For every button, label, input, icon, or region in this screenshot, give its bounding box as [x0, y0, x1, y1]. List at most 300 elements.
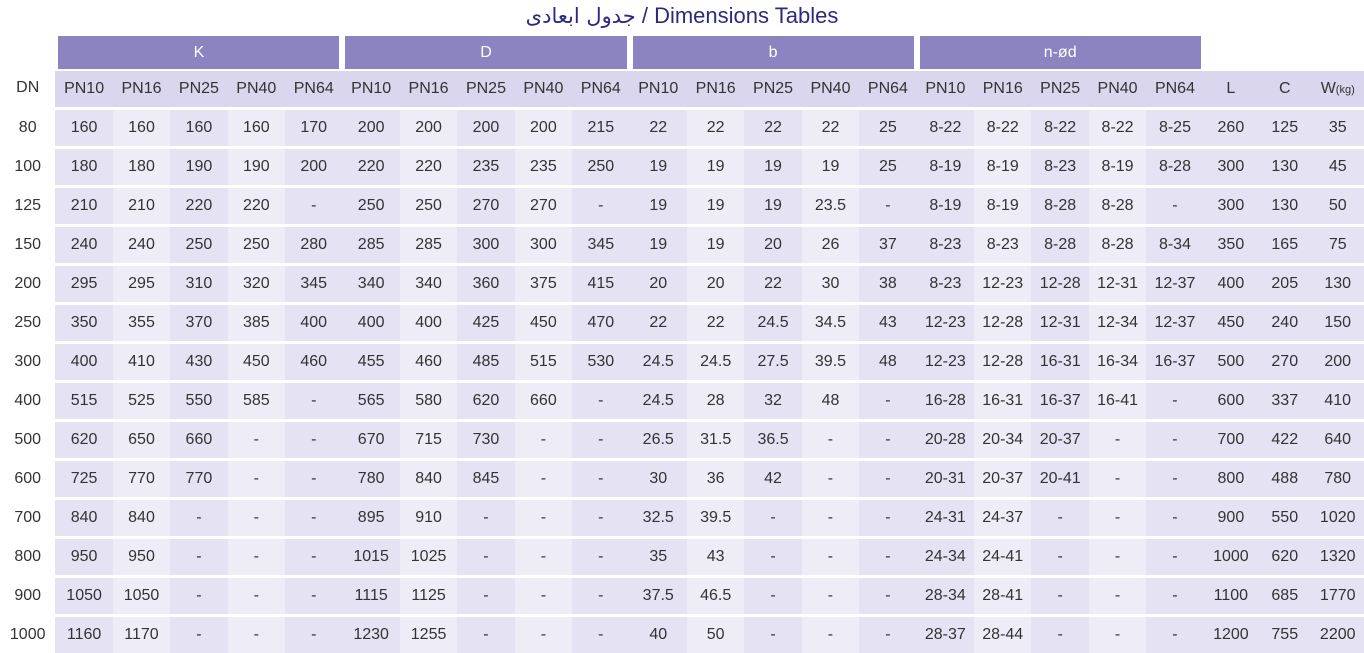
cell-d-pn64: 415 — [572, 263, 629, 302]
cell-b-pn25: 42 — [744, 458, 801, 497]
cell-b-pn10: 22 — [630, 107, 687, 146]
cell-b-pn16: 28 — [687, 380, 744, 419]
cell-k-pn64: - — [285, 614, 342, 653]
group-header-b: b — [630, 36, 917, 69]
table-row — [0, 536, 1364, 575]
cell-k-pn64: - — [285, 458, 342, 497]
cell-d-pn16: 1025 — [400, 536, 457, 575]
cell-k-pn40: 585 — [228, 380, 285, 419]
cell-k-pn16: 525 — [113, 380, 170, 419]
cell-b-pn25: 20 — [744, 224, 801, 263]
cell-l: 1200 — [1204, 614, 1258, 653]
cell-k-pn64: 170 — [285, 107, 342, 146]
cell-n-pn25: - — [1031, 575, 1088, 614]
title-english: Dimensions Tables — [654, 3, 839, 28]
cell-b-pn40: 19 — [802, 146, 859, 185]
cell-d-pn10: 250 — [342, 185, 399, 224]
cell-b-pn25: 36.5 — [744, 419, 801, 458]
cell-d-pn10: 670 — [342, 419, 399, 458]
cell-b-pn25: 32 — [744, 380, 801, 419]
cell-k-pn25: 190 — [170, 146, 227, 185]
cell-b-pn64: 48 — [859, 341, 916, 380]
table-row — [0, 263, 1364, 302]
cell-c: 125 — [1258, 107, 1311, 146]
cell-b-pn10: 24.5 — [630, 341, 687, 380]
table-body — [0, 107, 1364, 653]
table-row — [0, 185, 1364, 224]
cell-dn: 80 — [0, 107, 55, 146]
cell-b-pn64: - — [859, 536, 916, 575]
cell-k-pn25: 550 — [170, 380, 227, 419]
cell-d-pn10: 565 — [342, 380, 399, 419]
cell-k-pn16: 180 — [113, 146, 170, 185]
header-k-pn16: PN16 — [113, 69, 170, 107]
cell-d-pn16: 910 — [400, 497, 457, 536]
cell-b-pn16: 24.5 — [687, 341, 744, 380]
cell-k-pn10: 400 — [55, 341, 112, 380]
cell-d-pn25: 235 — [457, 146, 514, 185]
cell-n-pn64: 8-34 — [1146, 224, 1203, 263]
cell-k-pn25: 160 — [170, 107, 227, 146]
cell-b-pn64: - — [859, 185, 916, 224]
cell-n-pn16: 28-41 — [974, 575, 1031, 614]
cell-n-pn10: 12-23 — [917, 341, 974, 380]
cell-dn: 125 — [0, 185, 55, 224]
cell-b-pn10: 20 — [630, 263, 687, 302]
cell-c: 130 — [1258, 146, 1311, 185]
cell-k-pn40: 160 — [228, 107, 285, 146]
cell-w: 50 — [1311, 185, 1364, 224]
cell-d-pn40: 375 — [515, 263, 572, 302]
cell-b-pn40: 26 — [802, 224, 859, 263]
title-separator: / — [635, 3, 655, 28]
cell-k-pn16: 950 — [113, 536, 170, 575]
cell-k-pn40: 320 — [228, 263, 285, 302]
cell-b-pn25: - — [744, 614, 801, 653]
cell-d-pn10: 220 — [342, 146, 399, 185]
cell-d-pn16: 200 — [400, 107, 457, 146]
cell-k-pn25: 250 — [170, 224, 227, 263]
cell-d-pn40: 200 — [515, 107, 572, 146]
table-row — [0, 107, 1364, 146]
cell-c: 205 — [1258, 263, 1311, 302]
cell-n-pn10: 28-37 — [917, 614, 974, 653]
cell-k-pn16: 1050 — [113, 575, 170, 614]
cell-n-pn40: 12-34 — [1089, 302, 1146, 341]
cell-d-pn64: 345 — [572, 224, 629, 263]
cell-k-pn10: 515 — [55, 380, 112, 419]
cell-dn: 200 — [0, 263, 55, 302]
cell-l: 300 — [1204, 185, 1258, 224]
cell-k-pn25: - — [170, 575, 227, 614]
cell-l: 900 — [1204, 497, 1258, 536]
cell-n-pn10: 8-23 — [917, 263, 974, 302]
cell-d-pn25: 620 — [457, 380, 514, 419]
cell-n-pn16: 12-28 — [974, 341, 1031, 380]
cell-n-pn40: 8-22 — [1089, 107, 1146, 146]
cell-k-pn25: - — [170, 536, 227, 575]
cell-k-pn16: 355 — [113, 302, 170, 341]
cell-d-pn16: 580 — [400, 380, 457, 419]
cell-w: 1320 — [1311, 536, 1364, 575]
cell-n-pn64: 12-37 — [1146, 302, 1203, 341]
cell-w: 150 — [1311, 302, 1364, 341]
cell-d-pn64: - — [572, 497, 629, 536]
header-w-label: W — [1320, 80, 1336, 97]
cell-n-pn40: - — [1089, 614, 1146, 653]
cell-d-pn16: 460 — [400, 341, 457, 380]
cell-n-pn64: 8-28 — [1146, 146, 1203, 185]
cell-b-pn10: 37.5 — [630, 575, 687, 614]
cell-k-pn10: 240 — [55, 224, 112, 263]
cell-k-pn16: 295 — [113, 263, 170, 302]
cell-d-pn25: - — [457, 497, 514, 536]
cell-b-pn40: - — [802, 458, 859, 497]
cell-dn: 100 — [0, 146, 55, 185]
cell-b-pn16: 19 — [687, 185, 744, 224]
cell-l: 400 — [1204, 263, 1258, 302]
table-row — [0, 497, 1364, 536]
cell-c: 755 — [1258, 614, 1311, 653]
cell-n-pn40: 8-19 — [1089, 146, 1146, 185]
header-dn: DN — [0, 69, 55, 107]
cell-d-pn64: - — [572, 614, 629, 653]
header-n-pn40: PN40 — [1089, 69, 1146, 107]
cell-b-pn16: 43 — [687, 536, 744, 575]
cell-k-pn40: 450 — [228, 341, 285, 380]
table-row — [0, 302, 1364, 341]
cell-b-pn16: 50 — [687, 614, 744, 653]
cell-d-pn64: - — [572, 458, 629, 497]
cell-c: 550 — [1258, 497, 1311, 536]
cell-n-pn10: 8-23 — [917, 224, 974, 263]
cell-k-pn10: 180 — [55, 146, 112, 185]
cell-n-pn10: 24-31 — [917, 497, 974, 536]
cell-k-pn64: - — [285, 536, 342, 575]
header-b-pn40: PN40 — [802, 69, 859, 107]
cell-b-pn40: 39.5 — [802, 341, 859, 380]
cell-n-pn16: 8-22 — [974, 107, 1031, 146]
cell-k-pn16: 840 — [113, 497, 170, 536]
cell-n-pn64: - — [1146, 419, 1203, 458]
cell-d-pn40: - — [515, 419, 572, 458]
cell-b-pn64: 37 — [859, 224, 916, 263]
table-row — [0, 380, 1364, 419]
cell-w: 45 — [1311, 146, 1364, 185]
table-row — [0, 341, 1364, 380]
page-title — [0, 0, 1364, 34]
cell-w: 75 — [1311, 224, 1364, 263]
cell-k-pn25: 770 — [170, 458, 227, 497]
cell-w: 130 — [1311, 263, 1364, 302]
cell-k-pn10: 840 — [55, 497, 112, 536]
cell-n-pn25: 16-31 — [1031, 341, 1088, 380]
cell-n-pn64: 16-37 — [1146, 341, 1203, 380]
cell-n-pn40: - — [1089, 575, 1146, 614]
cell-d-pn10: 340 — [342, 263, 399, 302]
cell-d-pn10: 895 — [342, 497, 399, 536]
cell-k-pn25: 220 — [170, 185, 227, 224]
cell-n-pn64: - — [1146, 614, 1203, 653]
header-n-pn16: PN16 — [974, 69, 1031, 107]
cell-b-pn10: 22 — [630, 302, 687, 341]
cell-k-pn10: 1160 — [55, 614, 112, 653]
cell-b-pn10: 40 — [630, 614, 687, 653]
header-w — [1311, 69, 1364, 107]
cell-c: 130 — [1258, 185, 1311, 224]
cell-d-pn25: - — [457, 536, 514, 575]
table-row — [0, 614, 1364, 653]
cell-k-pn40: 385 — [228, 302, 285, 341]
cell-k-pn40: - — [228, 497, 285, 536]
cell-k-pn25: - — [170, 614, 227, 653]
header-k-pn25: PN25 — [170, 69, 227, 107]
cell-d-pn64: 530 — [572, 341, 629, 380]
cell-k-pn25: 430 — [170, 341, 227, 380]
cell-n-pn25: - — [1031, 497, 1088, 536]
cell-n-pn25: - — [1031, 536, 1088, 575]
cell-b-pn40: - — [802, 575, 859, 614]
cell-n-pn25: 16-37 — [1031, 380, 1088, 419]
cell-n-pn64: - — [1146, 380, 1203, 419]
cell-n-pn16: 28-44 — [974, 614, 1031, 653]
cell-b-pn25: 19 — [744, 146, 801, 185]
cell-d-pn64: - — [572, 185, 629, 224]
cell-d-pn40: - — [515, 614, 572, 653]
cell-w: 200 — [1311, 341, 1364, 380]
cell-d-pn40: 235 — [515, 146, 572, 185]
cell-dn: 500 — [0, 419, 55, 458]
cell-l: 1100 — [1204, 575, 1258, 614]
cell-d-pn25: 425 — [457, 302, 514, 341]
cell-d-pn10: 400 — [342, 302, 399, 341]
cell-b-pn16: 36 — [687, 458, 744, 497]
cell-d-pn16: 250 — [400, 185, 457, 224]
cell-n-pn10: 28-34 — [917, 575, 974, 614]
cell-n-pn64: - — [1146, 497, 1203, 536]
cell-c: 337 — [1258, 380, 1311, 419]
cell-b-pn16: 20 — [687, 263, 744, 302]
cell-d-pn10: 1115 — [342, 575, 399, 614]
header-d-pn40: PN40 — [515, 69, 572, 107]
cell-k-pn25: 310 — [170, 263, 227, 302]
cell-k-pn16: 410 — [113, 341, 170, 380]
cell-d-pn16: 400 — [400, 302, 457, 341]
cell-l: 450 — [1204, 302, 1258, 341]
group-header-blank — [0, 36, 55, 69]
cell-d-pn40: 300 — [515, 224, 572, 263]
cell-n-pn16: 8-23 — [974, 224, 1031, 263]
cell-k-pn40: 220 — [228, 185, 285, 224]
header-l: L — [1204, 69, 1258, 107]
header-d-pn10: PN10 — [342, 69, 399, 107]
cell-b-pn40: - — [802, 497, 859, 536]
cell-d-pn40: - — [515, 575, 572, 614]
cell-c: 165 — [1258, 224, 1311, 263]
cell-d-pn16: 340 — [400, 263, 457, 302]
cell-k-pn64: - — [285, 419, 342, 458]
cell-d-pn10: 1015 — [342, 536, 399, 575]
cell-b-pn25: 27.5 — [744, 341, 801, 380]
cell-n-pn10: 8-19 — [917, 146, 974, 185]
cell-b-pn10: 24.5 — [630, 380, 687, 419]
cell-d-pn16: 715 — [400, 419, 457, 458]
cell-c: 488 — [1258, 458, 1311, 497]
cell-l: 500 — [1204, 341, 1258, 380]
cell-k-pn25: 370 — [170, 302, 227, 341]
header-b-pn16: PN16 — [687, 69, 744, 107]
cell-n-pn64: - — [1146, 536, 1203, 575]
cell-n-pn40: 16-41 — [1089, 380, 1146, 419]
cell-dn: 900 — [0, 575, 55, 614]
cell-b-pn16: 22 — [687, 302, 744, 341]
cell-b-pn10: 32.5 — [630, 497, 687, 536]
cell-k-pn10: 350 — [55, 302, 112, 341]
cell-n-pn40: - — [1089, 536, 1146, 575]
cell-b-pn25: - — [744, 497, 801, 536]
cell-k-pn16: 240 — [113, 224, 170, 263]
cell-k-pn40: - — [228, 536, 285, 575]
header-n-pn64: PN64 — [1146, 69, 1203, 107]
cell-b-pn16: 19 — [687, 224, 744, 263]
cell-k-pn10: 210 — [55, 185, 112, 224]
cell-l: 350 — [1204, 224, 1258, 263]
cell-k-pn64: 460 — [285, 341, 342, 380]
cell-b-pn10: 19 — [630, 146, 687, 185]
cell-d-pn25: - — [457, 575, 514, 614]
cell-w: 1020 — [1311, 497, 1364, 536]
cell-k-pn10: 950 — [55, 536, 112, 575]
group-header-k: K — [55, 36, 342, 69]
cell-k-pn64: - — [285, 497, 342, 536]
cell-b-pn64: - — [859, 497, 916, 536]
cell-k-pn16: 1170 — [113, 614, 170, 653]
cell-n-pn25: 12-31 — [1031, 302, 1088, 341]
cell-b-pn10: 35 — [630, 536, 687, 575]
cell-b-pn40: 48 — [802, 380, 859, 419]
cell-d-pn40: - — [515, 497, 572, 536]
cell-b-pn64: 25 — [859, 146, 916, 185]
cell-d-pn25: - — [457, 614, 514, 653]
cell-d-pn64: - — [572, 575, 629, 614]
cell-w: 35 — [1311, 107, 1364, 146]
group-header-d: D — [342, 36, 629, 69]
cell-d-pn16: 220 — [400, 146, 457, 185]
table-row — [0, 224, 1364, 263]
cell-dn: 300 — [0, 341, 55, 380]
cell-l: 300 — [1204, 146, 1258, 185]
cell-w: 640 — [1311, 419, 1364, 458]
cell-b-pn64: - — [859, 419, 916, 458]
cell-d-pn10: 200 — [342, 107, 399, 146]
cell-d-pn64: - — [572, 380, 629, 419]
cell-b-pn40: - — [802, 419, 859, 458]
cell-d-pn64: 250 — [572, 146, 629, 185]
cell-b-pn64: 38 — [859, 263, 916, 302]
cell-n-pn16: 8-19 — [974, 185, 1031, 224]
cell-d-pn64: - — [572, 536, 629, 575]
cell-dn: 800 — [0, 536, 55, 575]
cell-b-pn40: 34.5 — [802, 302, 859, 341]
cell-k-pn16: 770 — [113, 458, 170, 497]
cell-n-pn25: 20-41 — [1031, 458, 1088, 497]
cell-d-pn25: 360 — [457, 263, 514, 302]
cell-b-pn25: - — [744, 536, 801, 575]
header-b-pn25: PN25 — [744, 69, 801, 107]
cell-n-pn16: 20-37 — [974, 458, 1031, 497]
table-row — [0, 146, 1364, 185]
cell-n-pn40: 8-28 — [1089, 224, 1146, 263]
header-k-pn40: PN40 — [228, 69, 285, 107]
cell-dn: 150 — [0, 224, 55, 263]
cell-b-pn40: 23.5 — [802, 185, 859, 224]
cell-d-pn10: 780 — [342, 458, 399, 497]
cell-n-pn16: 24-41 — [974, 536, 1031, 575]
cell-n-pn10: 8-22 — [917, 107, 974, 146]
cell-w: 780 — [1311, 458, 1364, 497]
header-d-pn64: PN64 — [572, 69, 629, 107]
cell-b-pn10: 30 — [630, 458, 687, 497]
table-row — [0, 575, 1364, 614]
cell-l: 260 — [1204, 107, 1258, 146]
cell-d-pn64: 215 — [572, 107, 629, 146]
header-b-pn64: PN64 — [859, 69, 916, 107]
cell-d-pn64: 470 — [572, 302, 629, 341]
cell-n-pn64: - — [1146, 575, 1203, 614]
cell-n-pn40: 16-34 — [1089, 341, 1146, 380]
cell-k-pn10: 160 — [55, 107, 112, 146]
cell-w: 410 — [1311, 380, 1364, 419]
table-row — [0, 419, 1364, 458]
cell-d-pn10: 1230 — [342, 614, 399, 653]
cell-b-pn25: 24.5 — [744, 302, 801, 341]
header-d-pn16: PN16 — [400, 69, 457, 107]
cell-n-pn25: 8-28 — [1031, 185, 1088, 224]
cell-d-pn25: 270 — [457, 185, 514, 224]
cell-d-pn40: 270 — [515, 185, 572, 224]
cell-b-pn16: 31.5 — [687, 419, 744, 458]
cell-b-pn16: 39.5 — [687, 497, 744, 536]
cell-d-pn25: 300 — [457, 224, 514, 263]
cell-d-pn25: 730 — [457, 419, 514, 458]
cell-b-pn25: 22 — [744, 263, 801, 302]
cell-l: 1000 — [1204, 536, 1258, 575]
cell-n-pn25: 8-23 — [1031, 146, 1088, 185]
cell-d-pn10: 285 — [342, 224, 399, 263]
cell-b-pn40: 22 — [802, 107, 859, 146]
cell-b-pn25: - — [744, 575, 801, 614]
cell-w: 1770 — [1311, 575, 1364, 614]
cell-k-pn16: 650 — [113, 419, 170, 458]
cell-k-pn25: - — [170, 497, 227, 536]
cell-n-pn16: 8-19 — [974, 146, 1031, 185]
header-n-pn25: PN25 — [1031, 69, 1088, 107]
cell-b-pn16: 46.5 — [687, 575, 744, 614]
cell-d-pn16: 285 — [400, 224, 457, 263]
header-c: C — [1258, 69, 1311, 107]
cell-l: 800 — [1204, 458, 1258, 497]
cell-d-pn40: - — [515, 458, 572, 497]
cell-k-pn64: 200 — [285, 146, 342, 185]
cell-b-pn64: - — [859, 380, 916, 419]
cell-n-pn25: 12-28 — [1031, 263, 1088, 302]
title-persian: جدول ابعادی — [525, 4, 636, 28]
cell-b-pn10: 19 — [630, 185, 687, 224]
cell-k-pn10: 295 — [55, 263, 112, 302]
cell-k-pn16: 210 — [113, 185, 170, 224]
cell-d-pn16: 1125 — [400, 575, 457, 614]
cell-b-pn10: 19 — [630, 224, 687, 263]
